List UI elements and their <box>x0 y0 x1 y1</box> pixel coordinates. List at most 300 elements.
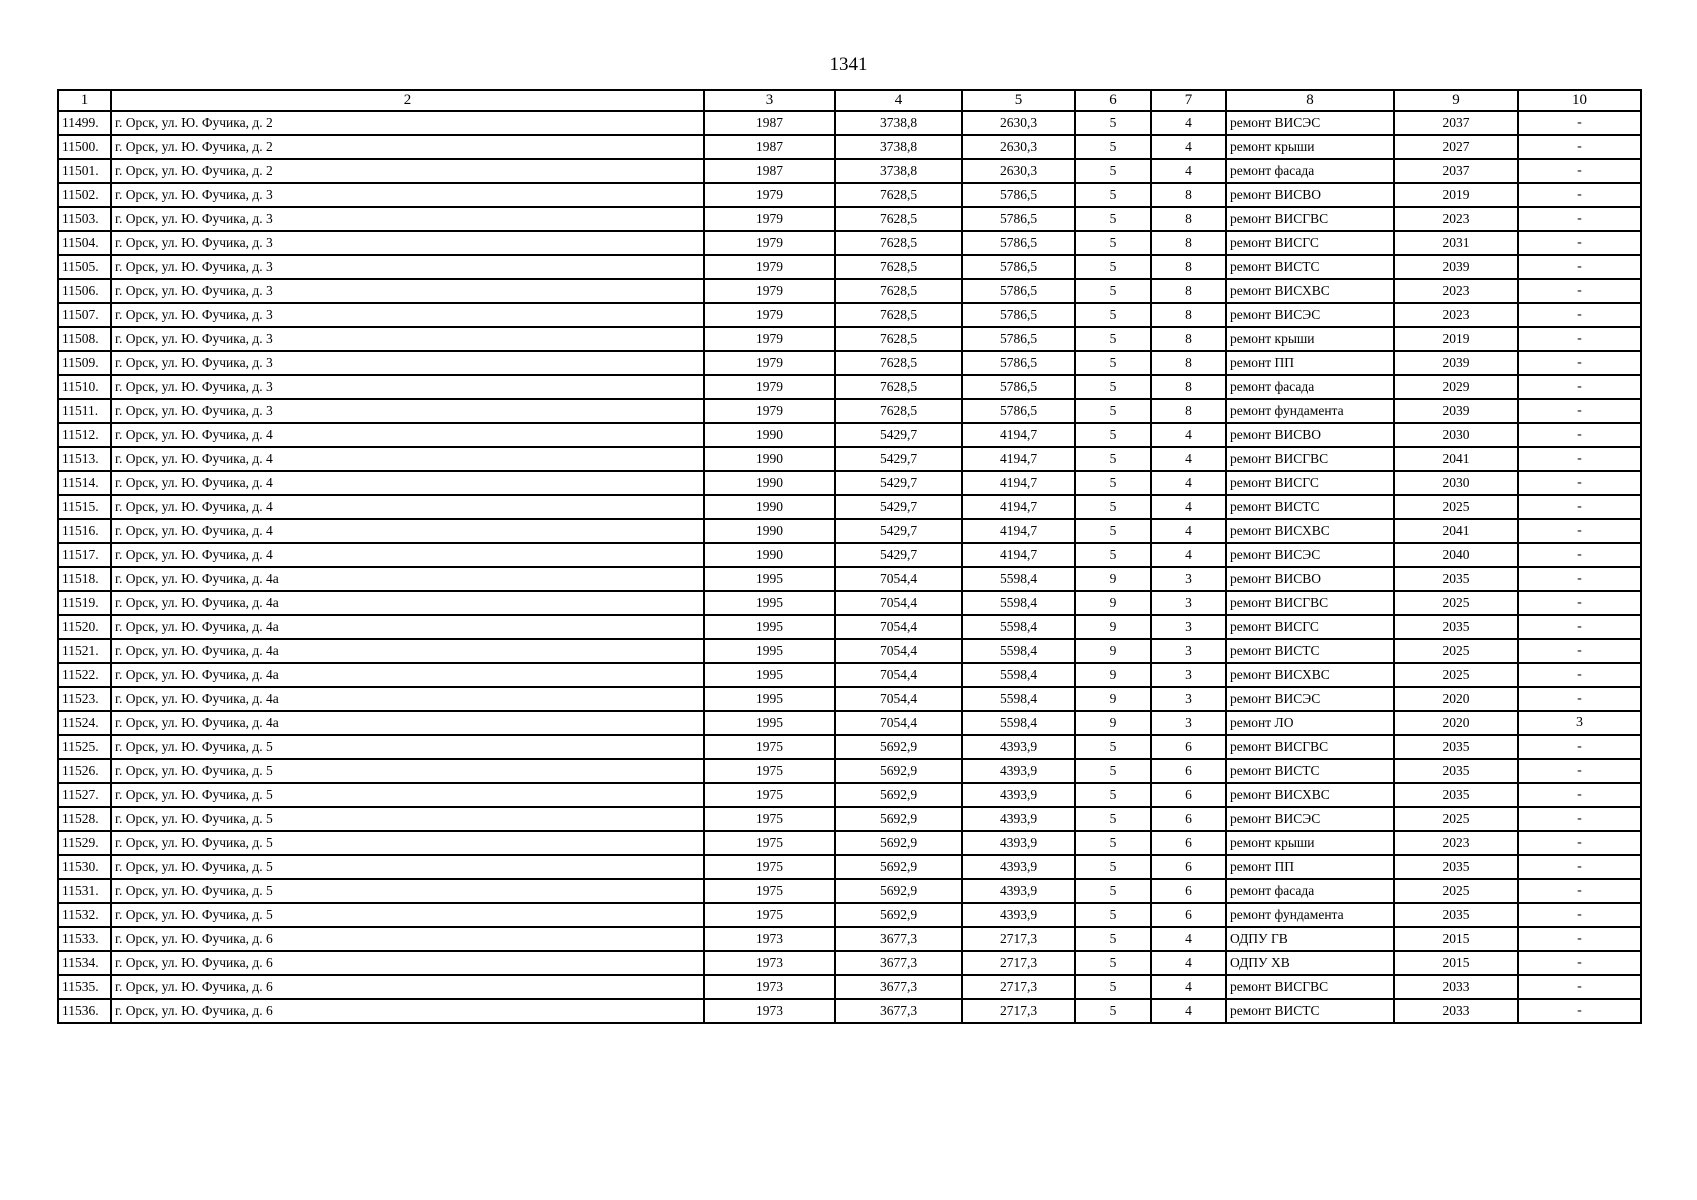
cell-living-area: 4194,7 <box>962 543 1075 567</box>
table-row <box>58 423 1641 447</box>
table-row <box>58 999 1641 1023</box>
cell-entrances: 3 <box>1151 663 1226 687</box>
cell-note: - <box>1518 303 1641 327</box>
cell-total-area: 7628,5 <box>835 399 962 423</box>
cell-entrances: 8 <box>1151 303 1226 327</box>
cell-note: - <box>1518 519 1641 543</box>
cell-total-area: 7054,4 <box>835 663 962 687</box>
cell-note: - <box>1518 807 1641 831</box>
cell-address: г. Орск, ул. Ю. Фучика, д. 3 <box>111 207 704 231</box>
cell-address: г. Орск, ул. Ю. Фучика, д. 6 <box>111 999 704 1023</box>
cell-planned-year: 2030 <box>1394 471 1518 495</box>
cell-build-year: 1987 <box>704 111 835 135</box>
cell-living-area: 5598,4 <box>962 711 1075 735</box>
cell-note: 3 <box>1518 711 1641 735</box>
table-row <box>58 231 1641 255</box>
table-row <box>58 495 1641 519</box>
cell-work-type: ремонт ВИСХВС <box>1226 519 1394 543</box>
cell-address: г. Орск, ул. Ю. Фучика, д. 5 <box>111 879 704 903</box>
cell-total-area: 7628,5 <box>835 255 962 279</box>
cell-total-area: 5692,9 <box>835 879 962 903</box>
cell-entrances: 4 <box>1151 975 1226 999</box>
cell-floors: 5 <box>1075 399 1151 423</box>
cell-floors: 5 <box>1075 327 1151 351</box>
column-header-4: 4 <box>835 90 962 111</box>
cell-work-type: ремонт крыши <box>1226 831 1394 855</box>
column-header-1: 1 <box>58 90 111 111</box>
cell-build-year: 1995 <box>704 687 835 711</box>
cell-planned-year: 2033 <box>1394 999 1518 1023</box>
cell-address: г. Орск, ул. Ю. Фучика, д. 4а <box>111 615 704 639</box>
cell-planned-year: 2023 <box>1394 831 1518 855</box>
cell-total-area: 7628,5 <box>835 375 962 399</box>
cell-address: г. Орск, ул. Ю. Фучика, д. 3 <box>111 279 704 303</box>
cell-planned-year: 2039 <box>1394 255 1518 279</box>
cell-note: - <box>1518 207 1641 231</box>
cell-address: г. Орск, ул. Ю. Фучика, д. 2 <box>111 159 704 183</box>
cell-build-year: 1979 <box>704 303 835 327</box>
cell-build-year: 1979 <box>704 183 835 207</box>
cell-work-type: ремонт ВИСТС <box>1226 759 1394 783</box>
cell-row-number: 11528. <box>58 807 111 831</box>
cell-total-area: 5429,7 <box>835 471 962 495</box>
cell-floors: 5 <box>1075 735 1151 759</box>
cell-address: г. Орск, ул. Ю. Фучика, д. 5 <box>111 783 704 807</box>
cell-row-number: 11518. <box>58 567 111 591</box>
cell-planned-year: 2035 <box>1394 615 1518 639</box>
cell-total-area: 3738,8 <box>835 159 962 183</box>
cell-note: - <box>1518 663 1641 687</box>
cell-work-type: ремонт ВИСГВС <box>1226 975 1394 999</box>
cell-floors: 5 <box>1075 423 1151 447</box>
cell-entrances: 8 <box>1151 399 1226 423</box>
table-row <box>58 519 1641 543</box>
cell-row-number: 11535. <box>58 975 111 999</box>
cell-build-year: 1973 <box>704 975 835 999</box>
cell-total-area: 5429,7 <box>835 495 962 519</box>
cell-planned-year: 2033 <box>1394 975 1518 999</box>
cell-address: г. Орск, ул. Ю. Фучика, д. 3 <box>111 351 704 375</box>
table-row <box>58 159 1641 183</box>
cell-work-type: ремонт ВИСГС <box>1226 231 1394 255</box>
cell-entrances: 4 <box>1151 999 1226 1023</box>
cell-total-area: 7628,5 <box>835 303 962 327</box>
cell-note: - <box>1518 399 1641 423</box>
cell-floors: 9 <box>1075 687 1151 711</box>
cell-row-number: 11530. <box>58 855 111 879</box>
cell-note: - <box>1518 903 1641 927</box>
cell-entrances: 8 <box>1151 231 1226 255</box>
cell-note: - <box>1518 735 1641 759</box>
cell-work-type: ремонт ВИСЭС <box>1226 687 1394 711</box>
cell-build-year: 1995 <box>704 711 835 735</box>
cell-living-area: 2630,3 <box>962 159 1075 183</box>
cell-work-type: ремонт ВИСЭС <box>1226 543 1394 567</box>
cell-total-area: 5429,7 <box>835 519 962 543</box>
table-row <box>58 831 1641 855</box>
cell-address: г. Орск, ул. Ю. Фучика, д. 4а <box>111 687 704 711</box>
cell-note: - <box>1518 423 1641 447</box>
cell-planned-year: 2019 <box>1394 183 1518 207</box>
cell-note: - <box>1518 375 1641 399</box>
cell-note: - <box>1518 951 1641 975</box>
cell-planned-year: 2025 <box>1394 495 1518 519</box>
column-header-3: 3 <box>704 90 835 111</box>
cell-address: г. Орск, ул. Ю. Фучика, д. 4 <box>111 543 704 567</box>
cell-address: г. Орск, ул. Ю. Фучика, д. 2 <box>111 111 704 135</box>
cell-floors: 5 <box>1075 951 1151 975</box>
table-row <box>58 255 1641 279</box>
cell-work-type: ремонт фасада <box>1226 879 1394 903</box>
cell-total-area: 3738,8 <box>835 111 962 135</box>
cell-living-area: 5598,4 <box>962 663 1075 687</box>
table-row <box>58 855 1641 879</box>
cell-work-type: ремонт ВИСВО <box>1226 567 1394 591</box>
cell-living-area: 2717,3 <box>962 975 1075 999</box>
cell-total-area: 5692,9 <box>835 903 962 927</box>
cell-total-area: 7628,5 <box>835 327 962 351</box>
cell-row-number: 11506. <box>58 279 111 303</box>
cell-row-number: 11525. <box>58 735 111 759</box>
cell-row-number: 11529. <box>58 831 111 855</box>
cell-floors: 5 <box>1075 183 1151 207</box>
cell-work-type: ремонт ВИСГВС <box>1226 447 1394 471</box>
cell-build-year: 1995 <box>704 663 835 687</box>
table-row <box>58 687 1641 711</box>
cell-work-type: ремонт ВИСХВС <box>1226 279 1394 303</box>
cell-floors: 5 <box>1075 375 1151 399</box>
cell-row-number: 11521. <box>58 639 111 663</box>
cell-address: г. Орск, ул. Ю. Фучика, д. 6 <box>111 951 704 975</box>
cell-work-type: ремонт крыши <box>1226 135 1394 159</box>
cell-total-area: 3677,3 <box>835 927 962 951</box>
cell-floors: 9 <box>1075 567 1151 591</box>
table-row <box>58 543 1641 567</box>
cell-floors: 9 <box>1075 591 1151 615</box>
cell-total-area: 5429,7 <box>835 543 962 567</box>
cell-work-type: ремонт ВИСГВС <box>1226 591 1394 615</box>
cell-planned-year: 2035 <box>1394 567 1518 591</box>
cell-work-type: ремонт ВИСТС <box>1226 495 1394 519</box>
cell-address: г. Орск, ул. Ю. Фучика, д. 4а <box>111 567 704 591</box>
cell-entrances: 3 <box>1151 567 1226 591</box>
cell-note: - <box>1518 351 1641 375</box>
table-row <box>58 879 1641 903</box>
cell-total-area: 5429,7 <box>835 423 962 447</box>
cell-floors: 5 <box>1075 255 1151 279</box>
cell-living-area: 4393,9 <box>962 855 1075 879</box>
table-row <box>58 927 1641 951</box>
cell-total-area: 3677,3 <box>835 975 962 999</box>
cell-note: - <box>1518 543 1641 567</box>
cell-living-area: 5598,4 <box>962 687 1075 711</box>
table-row <box>58 807 1641 831</box>
cell-floors: 5 <box>1075 831 1151 855</box>
cell-address: г. Орск, ул. Ю. Фучика, д. 6 <box>111 927 704 951</box>
cell-entrances: 3 <box>1151 711 1226 735</box>
cell-entrances: 3 <box>1151 639 1226 663</box>
cell-work-type: ремонт ВИСТС <box>1226 639 1394 663</box>
cell-living-area: 5786,5 <box>962 399 1075 423</box>
table-row <box>58 615 1641 639</box>
cell-total-area: 7054,4 <box>835 639 962 663</box>
cell-total-area: 5692,9 <box>835 759 962 783</box>
cell-planned-year: 2023 <box>1394 207 1518 231</box>
cell-planned-year: 2035 <box>1394 759 1518 783</box>
cell-build-year: 1987 <box>704 159 835 183</box>
cell-entrances: 6 <box>1151 783 1226 807</box>
cell-floors: 5 <box>1075 999 1151 1023</box>
cell-total-area: 7054,4 <box>835 711 962 735</box>
cell-note: - <box>1518 279 1641 303</box>
cell-entrances: 4 <box>1151 447 1226 471</box>
cell-living-area: 2630,3 <box>962 111 1075 135</box>
cell-row-number: 11534. <box>58 951 111 975</box>
table-row <box>58 351 1641 375</box>
cell-floors: 5 <box>1075 351 1151 375</box>
cell-living-area: 5786,5 <box>962 351 1075 375</box>
cell-total-area: 5692,9 <box>835 855 962 879</box>
cell-floors: 5 <box>1075 279 1151 303</box>
cell-entrances: 8 <box>1151 207 1226 231</box>
cell-build-year: 1987 <box>704 135 835 159</box>
cell-note: - <box>1518 471 1641 495</box>
cell-planned-year: 2027 <box>1394 135 1518 159</box>
cell-note: - <box>1518 615 1641 639</box>
cell-entrances: 8 <box>1151 327 1226 351</box>
cell-row-number: 11512. <box>58 423 111 447</box>
cell-build-year: 1979 <box>704 327 835 351</box>
table-row <box>58 975 1641 999</box>
cell-total-area: 7628,5 <box>835 231 962 255</box>
cell-entrances: 8 <box>1151 375 1226 399</box>
cell-note: - <box>1518 759 1641 783</box>
cell-work-type: ремонт крыши <box>1226 327 1394 351</box>
cell-living-area: 2630,3 <box>962 135 1075 159</box>
cell-address: г. Орск, ул. Ю. Фучика, д. 3 <box>111 399 704 423</box>
cell-total-area: 5692,9 <box>835 831 962 855</box>
table-row <box>58 639 1641 663</box>
cell-floors: 5 <box>1075 495 1151 519</box>
cell-build-year: 1975 <box>704 735 835 759</box>
cell-note: - <box>1518 975 1641 999</box>
cell-total-area: 7054,4 <box>835 615 962 639</box>
cell-floors: 5 <box>1075 975 1151 999</box>
cell-living-area: 4194,7 <box>962 447 1075 471</box>
cell-living-area: 5786,5 <box>962 255 1075 279</box>
cell-note: - <box>1518 111 1641 135</box>
cell-address: г. Орск, ул. Ю. Фучика, д. 4 <box>111 423 704 447</box>
cell-address: г. Орск, ул. Ю. Фучика, д. 5 <box>111 735 704 759</box>
cell-floors: 5 <box>1075 111 1151 135</box>
cell-total-area: 7628,5 <box>835 351 962 375</box>
cell-planned-year: 2020 <box>1394 687 1518 711</box>
cell-row-number: 11503. <box>58 207 111 231</box>
cell-entrances: 6 <box>1151 879 1226 903</box>
cell-note: - <box>1518 327 1641 351</box>
cell-living-area: 5598,4 <box>962 639 1075 663</box>
cell-living-area: 4393,9 <box>962 903 1075 927</box>
cell-build-year: 1990 <box>704 495 835 519</box>
cell-planned-year: 2035 <box>1394 855 1518 879</box>
cell-note: - <box>1518 783 1641 807</box>
cell-living-area: 4393,9 <box>962 735 1075 759</box>
cell-planned-year: 2025 <box>1394 663 1518 687</box>
cell-build-year: 1990 <box>704 543 835 567</box>
cell-row-number: 11531. <box>58 879 111 903</box>
cell-planned-year: 2015 <box>1394 927 1518 951</box>
cell-build-year: 1990 <box>704 519 835 543</box>
cell-planned-year: 2041 <box>1394 519 1518 543</box>
cell-build-year: 1975 <box>704 831 835 855</box>
cell-planned-year: 2025 <box>1394 591 1518 615</box>
cell-living-area: 5786,5 <box>962 183 1075 207</box>
table-row <box>58 375 1641 399</box>
cell-work-type: ремонт ПП <box>1226 855 1394 879</box>
table-row <box>58 783 1641 807</box>
cell-entrances: 6 <box>1151 807 1226 831</box>
cell-work-type: ремонт ВИСТС <box>1226 999 1394 1023</box>
cell-total-area: 5692,9 <box>835 807 962 831</box>
page-number: 1341 <box>829 54 868 75</box>
cell-living-area: 5598,4 <box>962 615 1075 639</box>
cell-row-number: 11509. <box>58 351 111 375</box>
cell-entrances: 4 <box>1151 495 1226 519</box>
cell-total-area: 7628,5 <box>835 279 962 303</box>
cell-floors: 5 <box>1075 231 1151 255</box>
table-row <box>58 567 1641 591</box>
cell-planned-year: 2039 <box>1394 351 1518 375</box>
cell-planned-year: 2023 <box>1394 279 1518 303</box>
cell-work-type: ремонт фундамента <box>1226 903 1394 927</box>
cell-note: - <box>1518 567 1641 591</box>
cell-row-number: 11501. <box>58 159 111 183</box>
cell-note: - <box>1518 999 1641 1023</box>
cell-living-area: 2717,3 <box>962 951 1075 975</box>
cell-row-number: 11499. <box>58 111 111 135</box>
cell-address: г. Орск, ул. Ю. Фучика, д. 3 <box>111 255 704 279</box>
column-header-5: 5 <box>962 90 1075 111</box>
cell-planned-year: 2040 <box>1394 543 1518 567</box>
cell-address: г. Орск, ул. Ю. Фучика, д. 3 <box>111 327 704 351</box>
cell-note: - <box>1518 927 1641 951</box>
cell-floors: 5 <box>1075 207 1151 231</box>
cell-living-area: 5786,5 <box>962 327 1075 351</box>
cell-entrances: 4 <box>1151 543 1226 567</box>
cell-build-year: 1990 <box>704 423 835 447</box>
column-header-10: 10 <box>1518 90 1641 111</box>
cell-planned-year: 2030 <box>1394 423 1518 447</box>
cell-planned-year: 2020 <box>1394 711 1518 735</box>
cell-build-year: 1975 <box>704 879 835 903</box>
column-header-9: 9 <box>1394 90 1518 111</box>
cell-note: - <box>1518 447 1641 471</box>
cell-build-year: 1995 <box>704 567 835 591</box>
cell-work-type: ремонт ВИСГВС <box>1226 735 1394 759</box>
table-row <box>58 759 1641 783</box>
cell-entrances: 3 <box>1151 615 1226 639</box>
cell-address: г. Орск, ул. Ю. Фучика, д. 5 <box>111 759 704 783</box>
cell-note: - <box>1518 831 1641 855</box>
cell-entrances: 4 <box>1151 927 1226 951</box>
cell-note: - <box>1518 183 1641 207</box>
cell-living-area: 4194,7 <box>962 495 1075 519</box>
cell-planned-year: 2037 <box>1394 159 1518 183</box>
cell-floors: 5 <box>1075 759 1151 783</box>
cell-living-area: 4393,9 <box>962 783 1075 807</box>
cell-total-area: 3677,3 <box>835 951 962 975</box>
cell-entrances: 4 <box>1151 423 1226 447</box>
cell-planned-year: 2015 <box>1394 951 1518 975</box>
cell-floors: 5 <box>1075 783 1151 807</box>
table-row <box>58 303 1641 327</box>
cell-living-area: 4393,9 <box>962 831 1075 855</box>
cell-build-year: 1975 <box>704 855 835 879</box>
cell-work-type: ремонт ВИСГВС <box>1226 207 1394 231</box>
cell-total-area: 7628,5 <box>835 207 962 231</box>
cell-address: г. Орск, ул. Ю. Фучика, д. 4 <box>111 495 704 519</box>
cell-note: - <box>1518 591 1641 615</box>
table-row <box>58 951 1641 975</box>
cell-floors: 5 <box>1075 447 1151 471</box>
cell-entrances: 4 <box>1151 519 1226 543</box>
cell-living-area: 5786,5 <box>962 375 1075 399</box>
cell-address: г. Орск, ул. Ю. Фучика, д. 2 <box>111 135 704 159</box>
table-row <box>58 135 1641 159</box>
cell-floors: 5 <box>1075 855 1151 879</box>
cell-row-number: 11532. <box>58 903 111 927</box>
cell-work-type: ремонт ВИСХВС <box>1226 663 1394 687</box>
cell-living-area: 5786,5 <box>962 231 1075 255</box>
cell-floors: 9 <box>1075 639 1151 663</box>
cell-planned-year: 2025 <box>1394 639 1518 663</box>
cell-floors: 9 <box>1075 711 1151 735</box>
cell-floors: 5 <box>1075 543 1151 567</box>
column-header-2: 2 <box>111 90 704 111</box>
cell-work-type: ремонт ПП <box>1226 351 1394 375</box>
cell-build-year: 1979 <box>704 207 835 231</box>
cell-build-year: 1979 <box>704 375 835 399</box>
cell-row-number: 11513. <box>58 447 111 471</box>
cell-planned-year: 2023 <box>1394 303 1518 327</box>
cell-living-area: 5598,4 <box>962 591 1075 615</box>
cell-row-number: 11515. <box>58 495 111 519</box>
cell-planned-year: 2025 <box>1394 807 1518 831</box>
cell-address: г. Орск, ул. Ю. Фучика, д. 4 <box>111 519 704 543</box>
cell-living-area: 2717,3 <box>962 927 1075 951</box>
cell-work-type: ремонт ВИСХВС <box>1226 783 1394 807</box>
cell-row-number: 11508. <box>58 327 111 351</box>
cell-living-area: 5786,5 <box>962 303 1075 327</box>
table-row <box>58 327 1641 351</box>
cell-living-area: 4194,7 <box>962 423 1075 447</box>
cell-total-area: 7054,4 <box>835 687 962 711</box>
capital-repair-table <box>57 89 1642 1024</box>
cell-address: г. Орск, ул. Ю. Фучика, д. 3 <box>111 231 704 255</box>
cell-build-year: 1979 <box>704 351 835 375</box>
cell-entrances: 6 <box>1151 831 1226 855</box>
cell-entrances: 6 <box>1151 855 1226 879</box>
cell-total-area: 3677,3 <box>835 999 962 1023</box>
cell-floors: 5 <box>1075 159 1151 183</box>
table-row <box>58 207 1641 231</box>
cell-build-year: 1975 <box>704 807 835 831</box>
cell-total-area: 7054,4 <box>835 567 962 591</box>
cell-planned-year: 2035 <box>1394 735 1518 759</box>
cell-work-type: ремонт ВИСВО <box>1226 423 1394 447</box>
cell-row-number: 11533. <box>58 927 111 951</box>
cell-row-number: 11504. <box>58 231 111 255</box>
